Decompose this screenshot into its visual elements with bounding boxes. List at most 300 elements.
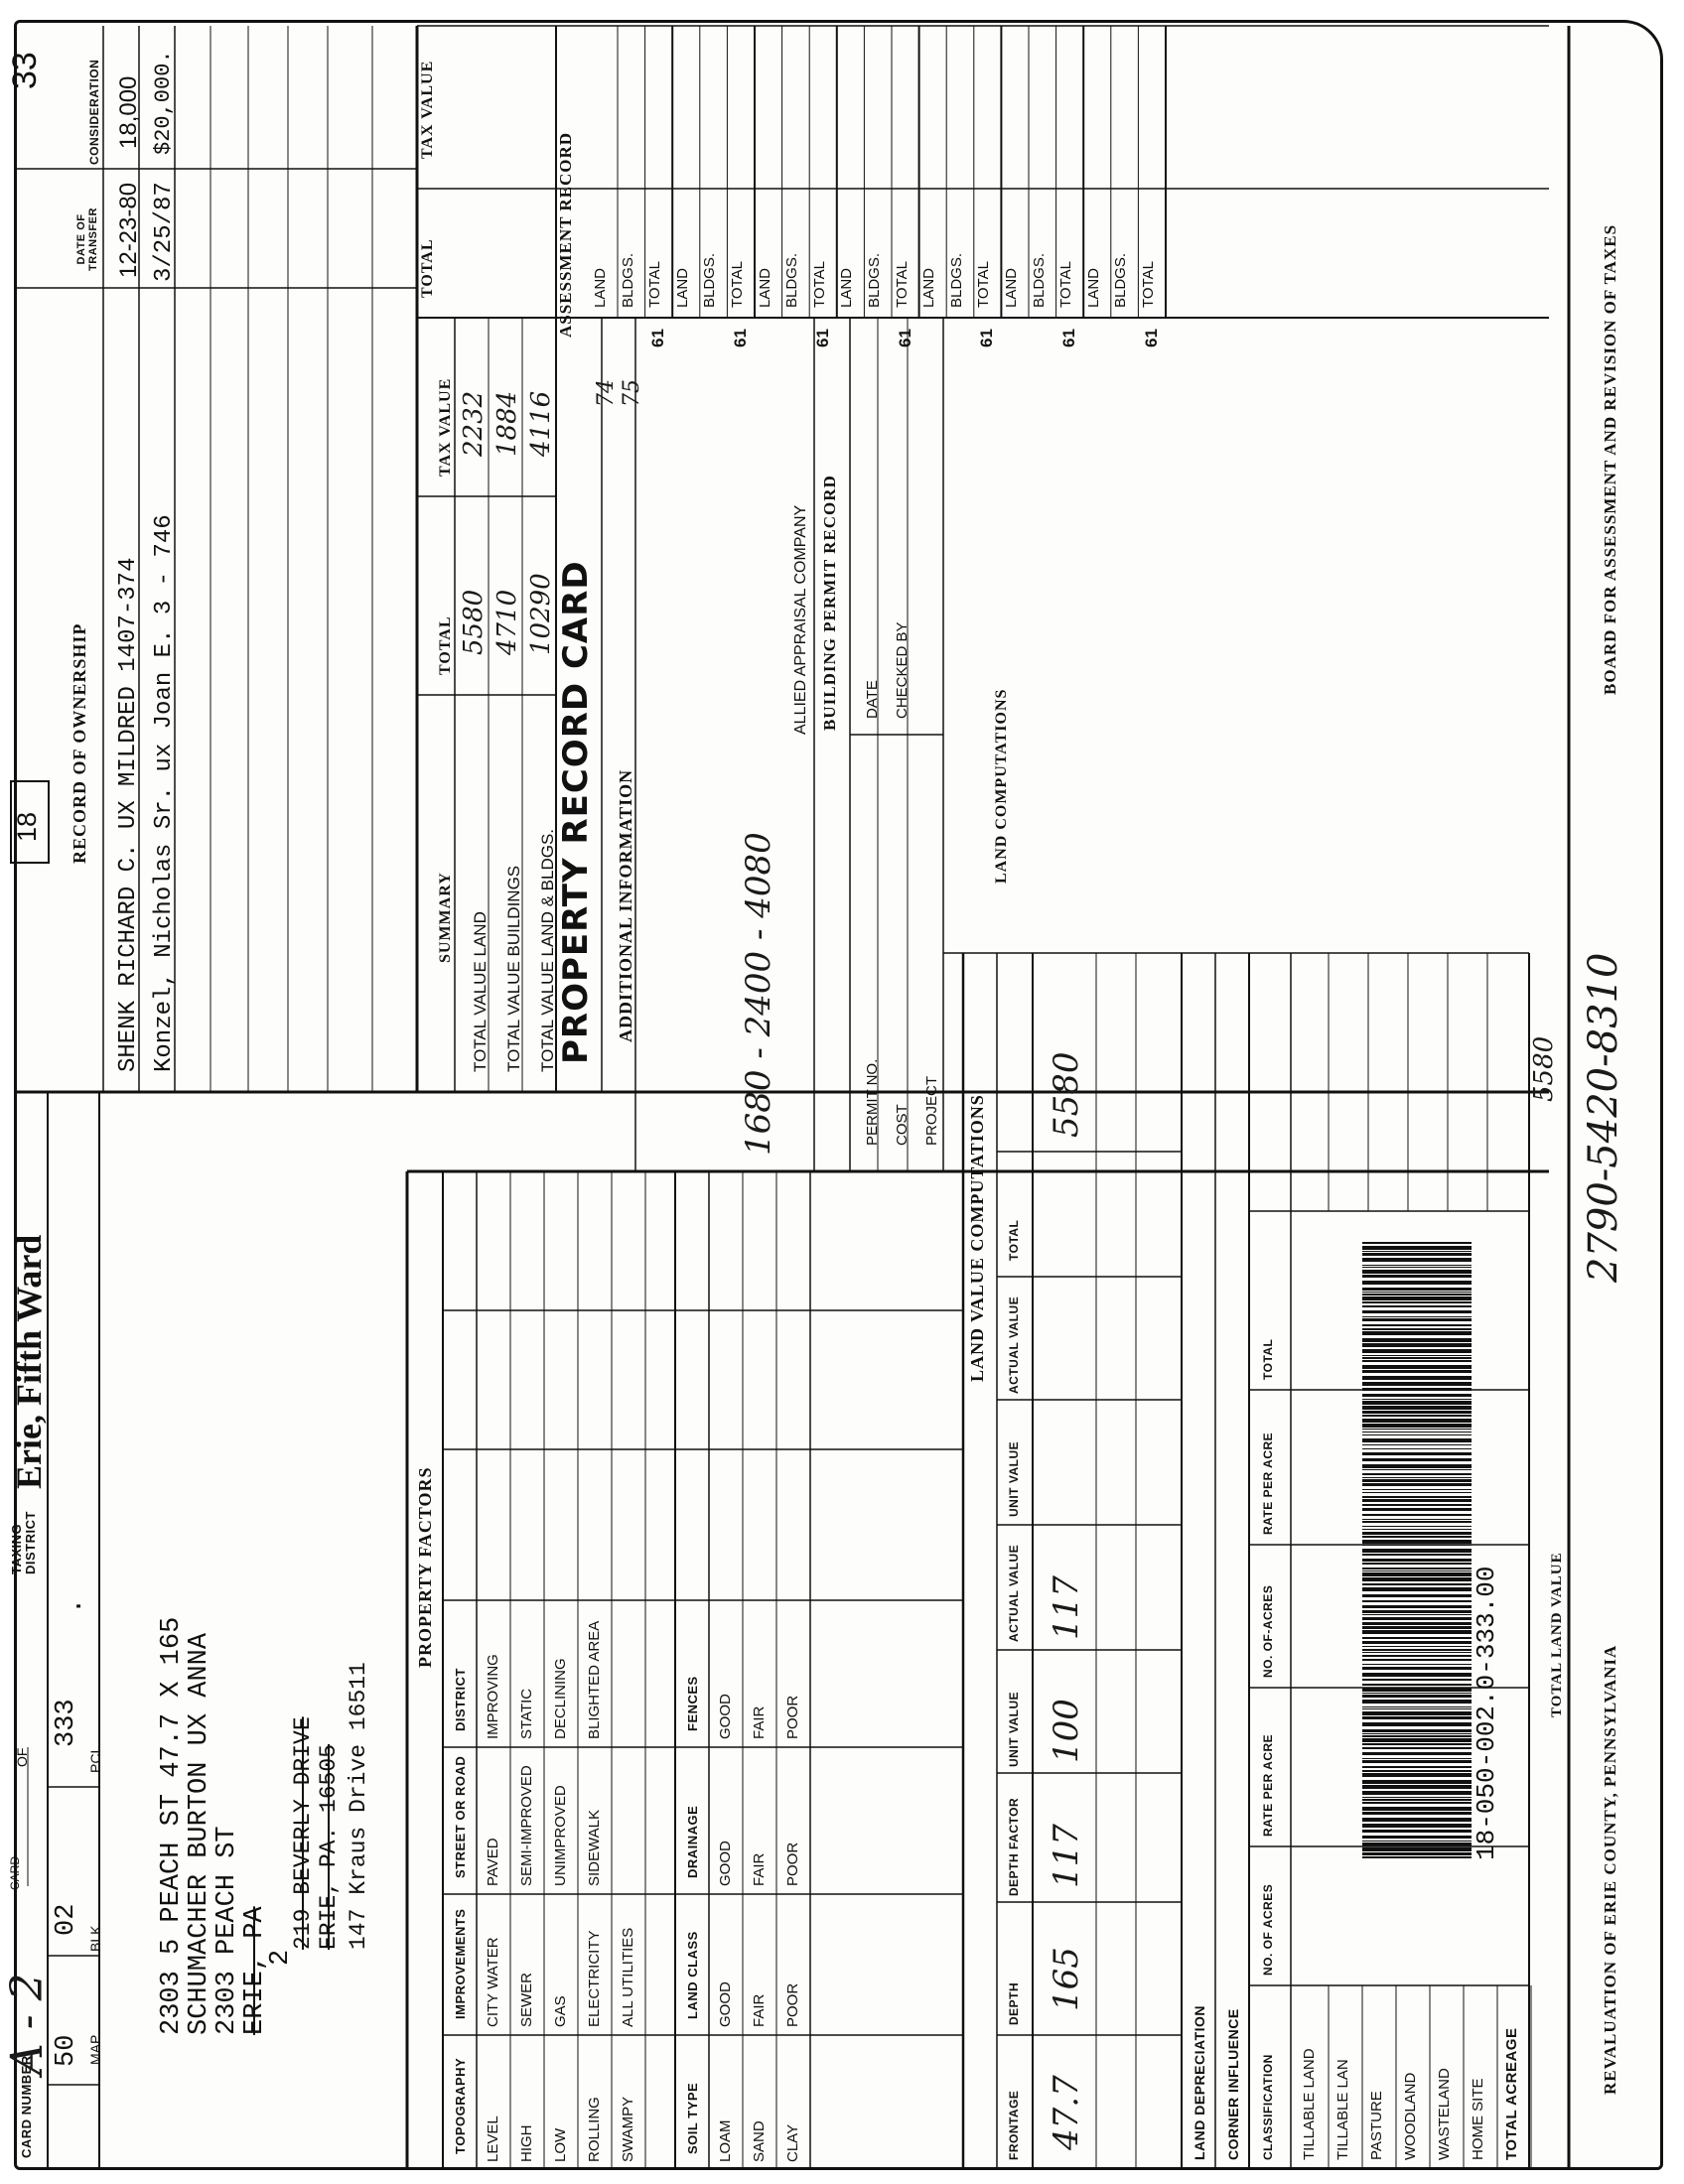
barcode-bar: [1362, 1747, 1472, 1749]
assessment-year-74: 74: [594, 379, 619, 407]
barcode-bar: [1362, 1458, 1472, 1461]
classification-item: PASTURE: [1368, 2091, 1385, 2160]
barcode-bar: [1362, 1587, 1472, 1591]
summary-land-label: TOTAL VALUE LAND: [471, 911, 490, 1072]
summary-total-label: TOTAL VALUE LAND & BLDGS.: [538, 828, 557, 1072]
barcode-bar: [1362, 1242, 1472, 1244]
total-land-value: 5580: [1529, 1035, 1559, 1102]
classification-item: TILLABLE LAN: [1334, 2059, 1351, 2160]
barcode-bar: [1362, 1614, 1472, 1615]
barcode-bar: [1362, 1688, 1472, 1692]
barcode-bar: [1362, 1540, 1472, 1544]
barcode-bar: [1362, 1246, 1472, 1250]
barcode-bar: [1362, 1324, 1472, 1326]
address-line-2: SCHUMACHER BURTON UX ANNA: [185, 1632, 214, 2035]
barcode-bar: [1362, 1258, 1472, 1262]
address-line-8: 147 Kraus Drive 16511: [346, 1662, 371, 1950]
parcel-id: 18-050-002.0-333.00: [1472, 1566, 1501, 1860]
factor-item: SAND: [751, 2120, 768, 2162]
barcode-bar: [1362, 1617, 1472, 1620]
barcode-bar: [1362, 1785, 1472, 1789]
barcode-bar: [1362, 1559, 1472, 1562]
barcode-bar: [1362, 1652, 1472, 1653]
summary-bldgs-total: 4710: [492, 589, 522, 655]
barcode-bar: [1362, 1496, 1472, 1498]
barcode-bar: [1362, 1797, 1472, 1798]
barcode-bar: [1362, 1477, 1472, 1478]
summary-total-header: TOTAL: [437, 615, 454, 675]
assessment-year-mark: 61: [1142, 329, 1161, 347]
assessment-total-header: TOTAL: [419, 238, 436, 298]
barcode-bar: [1362, 1758, 1472, 1759]
permit-cost-label: COST: [894, 1104, 911, 1146]
lv-frontage: 47.7: [1047, 2075, 1086, 2150]
acre-header: NO. OF ACRES: [1261, 1883, 1275, 1976]
taxing-district-value: Erie, Fifth Ward: [9, 1234, 49, 1489]
barcode-bar: [1362, 1766, 1472, 1768]
assessment-row-label: LAND: [673, 267, 691, 308]
assessment-row-label: BLDGS.: [1112, 252, 1130, 308]
barcode-bar: [1362, 1841, 1472, 1842]
land-value-header: UNIT VALUE: [1007, 1440, 1021, 1517]
summary-land-tax: 2232: [459, 390, 489, 457]
barcode-bar: [1362, 1508, 1472, 1511]
factor-item: LEVEL: [485, 2116, 501, 2162]
lv-depth: 165: [1047, 1947, 1086, 2011]
factor-item: ELECTRICITY: [586, 1930, 603, 2027]
barcode-bar: [1362, 1532, 1472, 1535]
barcode-bar: [1362, 1394, 1472, 1397]
card-number-label: CARD NUMBER: [19, 2055, 34, 2158]
barcode-bar: [1362, 1568, 1472, 1570]
factor-item: IMPROVING: [485, 1654, 501, 1739]
summary-tax-header: TAX VALUE: [437, 377, 454, 477]
barcode-bar: [1362, 1267, 1472, 1268]
assessment-row-label: LAND: [1084, 267, 1102, 308]
transfer-date-2: 3/25/87: [151, 182, 178, 282]
corner-influence-label: CORNER INFLUENCE: [1225, 2008, 1241, 2160]
assessment-row-label: TOTAL: [810, 261, 828, 308]
factor-item: FAIR: [751, 1852, 768, 1886]
barcode-bar: [1362, 1807, 1472, 1811]
map-value: 50: [52, 2034, 81, 2067]
factor-item: PAVED: [485, 1838, 501, 1886]
card-label: CARD: [8, 1855, 22, 1890]
factor-item: ROLLING: [586, 2097, 603, 2162]
barcode-bar: [1362, 1600, 1472, 1602]
barcode-bar: [1362, 1294, 1472, 1296]
acre-header: TOTAL: [1261, 1338, 1275, 1380]
barcode-bar: [1362, 1659, 1472, 1661]
barcode-bar: [1362, 1270, 1472, 1274]
barcode-bar: [1362, 1365, 1472, 1369]
barcode-bar: [1362, 1700, 1472, 1704]
ward-box-value: 18: [12, 811, 42, 842]
barcode-bar: [1362, 1684, 1472, 1686]
assessment-row-label: TOTAL: [893, 261, 911, 308]
barcode-bar: [1362, 1526, 1472, 1527]
assessment-row-label: BLDGS.: [783, 252, 801, 308]
footer-right: BOARD FOR ASSESSMENT AND REVISION OF TAXES: [1601, 223, 1619, 695]
barcode-bar: [1362, 1357, 1472, 1359]
barcode-bar: [1362, 1549, 1472, 1553]
factor-item: SIDEWALK: [586, 1810, 603, 1886]
classification-item: TILLABLE LAND: [1301, 2048, 1318, 2160]
barcode-bar: [1362, 1830, 1472, 1833]
barcode-bar: [1362, 1743, 1472, 1745]
acre-header: CLASSIFICATION: [1261, 2054, 1275, 2160]
map-label: MAP: [87, 2034, 103, 2065]
barcode-bar: [1362, 1664, 1472, 1665]
barcode-bar: [1362, 1649, 1472, 1651]
factor-item: GOOD: [717, 1981, 734, 2027]
address-line-4: ERIE, PA: [240, 1906, 270, 2035]
address-line-1: 2303 5 PEACH ST 47.7 X 165: [157, 1616, 187, 2035]
barcode-bar: [1362, 1265, 1472, 1266]
barcode-bar: [1362, 1706, 1472, 1707]
factor-item: CITY WATER: [485, 1937, 501, 2027]
footer-left: REVALUATION OF ERIE COUNTY, PENNSYLVANIA: [1601, 1644, 1619, 2095]
assessment-year-75: 75: [620, 379, 644, 407]
summary-grand-total: 10290: [526, 573, 556, 655]
barcode-bar: [1362, 1594, 1472, 1597]
barcode-bar: [1362, 1536, 1472, 1538]
barcode-bar: [1362, 1605, 1472, 1608]
barcode-bar: [1362, 1711, 1472, 1715]
barcode-bar: [1362, 1519, 1472, 1520]
barcode-bar: [1362, 1401, 1472, 1405]
appraisal-company: ALLIED APPRAISAL COMPANY: [792, 504, 809, 735]
barcode-bar: [1362, 1733, 1472, 1734]
assessment-row-label: LAND: [920, 267, 938, 308]
barcode-bar: [1362, 1448, 1472, 1449]
barcode-bar: [1362, 1473, 1472, 1475]
barcode-bar: [1362, 1318, 1472, 1321]
lv-unit-value: 100: [1047, 1699, 1086, 1763]
barcode-bar: [1362, 1802, 1472, 1804]
barcode-bar: [1362, 1770, 1472, 1772]
barcode-bar: [1362, 1253, 1472, 1256]
factors-title: PROPERTY FACTORS: [415, 1466, 435, 1668]
permit-date-label: DATE: [864, 680, 881, 719]
factor-item: CLAY: [784, 2123, 801, 2162]
barcode-bar: [1362, 1382, 1472, 1386]
assessment-row-label: TOTAL: [646, 261, 664, 308]
barcode-bar: [1362, 1504, 1472, 1506]
barcode-bar: [1362, 1483, 1472, 1486]
factor-item: SEWER: [518, 1972, 535, 2027]
factor-item: GAS: [552, 1995, 569, 2027]
barcode-bar: [1362, 1331, 1472, 1335]
barcode-bar: [1362, 1583, 1472, 1585]
barcode-bar: [1362, 1310, 1472, 1313]
factor-item: GOOD: [717, 1841, 734, 1886]
barcode-bar: [1362, 1722, 1472, 1726]
barcode-bar: [1362, 1370, 1472, 1373]
barcode-bar: [1362, 1679, 1472, 1681]
barcode-bar: [1362, 1637, 1472, 1639]
land-value-header: DEPTH: [1007, 1981, 1021, 2025]
factor-header: STREET OR ROAD: [453, 1755, 468, 1878]
address-line-6: 219 BEVERLY DRIVE: [290, 1716, 316, 1950]
assessment-year-mark: 61: [977, 329, 997, 347]
assessment-row-label: TOTAL: [729, 261, 746, 308]
barcode-bar: [1362, 1452, 1472, 1455]
assessment-row-label: BLDGS.: [619, 252, 636, 308]
additional-handwritten: 1680 - 2400 - 4080: [739, 832, 778, 1156]
factor-item: DECLINING: [552, 1658, 569, 1739]
assessment-row-label: BLDGS.: [866, 252, 883, 308]
barcode-bar: [1362, 1641, 1472, 1644]
blk-label: BLK.: [87, 1921, 103, 1952]
acre-header: RATE PER ACRE: [1261, 1432, 1275, 1535]
summary-title: SUMMARY: [437, 872, 454, 963]
factor-item: GOOD: [717, 1694, 734, 1739]
address-line-3: 2303 PEACH ST: [212, 1826, 242, 2035]
land-value-header: ACTUAL VALUE: [1007, 1296, 1021, 1394]
acre-header: NO. OF-ACRES: [1261, 1584, 1275, 1678]
factor-header: LAND CLASS: [685, 1931, 700, 2019]
barcode-bar: [1362, 1554, 1472, 1556]
factor-item: BLIGHTED AREA: [586, 1620, 603, 1739]
barcode-bar: [1362, 1281, 1472, 1285]
assessment-year-mark: 61: [648, 329, 668, 347]
factor-item: FAIR: [751, 1993, 768, 2027]
owner-row-2: Konzel, Nicholas Sr. ux Joan E. 3 - 746: [151, 514, 178, 1072]
barcode-bar: [1362, 1328, 1472, 1330]
factor-item: LOW: [552, 2127, 569, 2162]
permit-no-label: PERMIT NO.: [864, 1058, 881, 1146]
pcl-suffix: .: [60, 1597, 89, 1614]
barcode-bar: [1362, 1843, 1472, 1846]
barcode-bar: [1362, 1349, 1472, 1353]
summary-bldgs-tax: 1884: [492, 390, 522, 457]
barcode-bar: [1362, 1338, 1472, 1342]
barcode-bar: [1362, 1514, 1472, 1516]
barcode-bar: [1362, 1563, 1472, 1565]
additional-info-title: ADDITIONAL INFORMATION: [616, 768, 635, 1042]
of-label: OF: [14, 1747, 30, 1767]
factor-item: UNIMPROVED: [552, 1785, 569, 1886]
barcode-bar: [1362, 1791, 1472, 1795]
classification-item: TOTAL ACREAGE: [1503, 2027, 1520, 2160]
consideration-1: 18,000: [115, 75, 142, 149]
factor-header: TOPOGRAPHY: [453, 2057, 468, 2154]
assessment-row-label: BLDGS.: [701, 252, 719, 308]
barcode-bar: [1362, 1545, 1472, 1546]
permit-project-label: PROJECT: [923, 1075, 940, 1146]
footer-handwritten-id: 2790-5420-8310: [1581, 952, 1626, 1283]
lv-total: 5580: [1047, 1051, 1086, 1138]
address-line-5: 2: [266, 1949, 296, 1966]
total-land-value-label: TOTAL LAND VALUE: [1549, 1552, 1565, 1717]
assessment-year-mark: 61: [731, 329, 750, 347]
taxing-district-label: TAXING DISTRICT: [9, 1511, 38, 1574]
barcode-bar: [1362, 1693, 1472, 1694]
barcode-bar: [1362, 1655, 1472, 1657]
parcel-barcode: [1362, 1239, 1472, 1858]
barcode-bar: [1362, 1773, 1472, 1777]
date-of-transfer-header: DATE OF TRANSFER: [75, 207, 99, 271]
barcode-bar: [1362, 1708, 1472, 1709]
factor-header: DISTRICT: [453, 1668, 468, 1731]
page-number: 33: [6, 52, 44, 89]
barcode-bar: [1362, 1424, 1472, 1428]
consideration-2: $20,000.: [151, 50, 176, 155]
assessment-row-label: TOTAL: [1057, 261, 1075, 308]
assessment-title: ASSESSMENT RECORD: [556, 131, 575, 338]
barcode-bar: [1362, 1499, 1472, 1502]
classification-item: HOME SITE: [1470, 2078, 1486, 2160]
barcode-bar: [1362, 1411, 1472, 1414]
barcode-bar: [1362, 1735, 1472, 1737]
land-computations-title: LAND COMPUTATIONS: [993, 688, 1010, 884]
barcode-bar: [1362, 1429, 1472, 1430]
barcode-bar: [1362, 1780, 1472, 1784]
pcl-value: 333: [52, 1699, 81, 1747]
barcode-bar: [1362, 1288, 1472, 1291]
land-value-header: TOTAL: [1007, 1219, 1021, 1261]
barcode-bar: [1362, 1355, 1472, 1356]
land-value-title: LAND VALUE COMPUTATIONS: [967, 1094, 987, 1382]
barcode-bar: [1362, 1275, 1472, 1278]
factor-item: STATIC: [518, 1688, 535, 1739]
barcode-bar: [1362, 1489, 1472, 1490]
land-depreciation-label: LAND DEPRECIATION: [1192, 2004, 1207, 2160]
assessment-year-mark: 61: [895, 329, 914, 347]
barcode-bar: [1362, 1610, 1472, 1613]
assessment-year-mark: 61: [1059, 329, 1079, 347]
barcode-bar: [1362, 1415, 1472, 1417]
summary-land-total: 5580: [459, 589, 489, 655]
barcode-bar: [1362, 1738, 1472, 1742]
barcode-bar: [1362, 1376, 1472, 1380]
factor-item: POOR: [784, 1842, 801, 1886]
barcode-bar: [1362, 1630, 1472, 1634]
assessment-year-mark: 61: [812, 329, 832, 347]
barcode-bar: [1362, 1316, 1472, 1317]
barcode-bar: [1362, 1622, 1472, 1625]
barcode-bar: [1362, 1360, 1472, 1362]
barcode-bar: [1362, 1626, 1472, 1629]
barcode-bar: [1362, 1419, 1472, 1423]
factor-item: SEMI-IMPROVED: [518, 1765, 535, 1886]
barcode-bar: [1362, 1570, 1472, 1571]
barcode-bar: [1362, 1305, 1472, 1307]
barcode-bar: [1362, 1251, 1472, 1252]
land-value-header: DEPTH FACTOR: [1007, 1797, 1021, 1896]
barcode-bar: [1362, 1799, 1472, 1801]
classification-item: WASTELAND: [1436, 2068, 1453, 2160]
barcode-bar: [1362, 1464, 1472, 1468]
lv-actual-value: 117: [1047, 1575, 1086, 1640]
barcode-bar: [1362, 1836, 1472, 1839]
barcode-bar: [1362, 1521, 1472, 1523]
factor-item: HIGH: [518, 2124, 535, 2162]
assessment-row-label: BLDGS.: [1030, 252, 1048, 308]
factor-item: SWAMPY: [620, 2096, 636, 2162]
factor-item: POOR: [784, 1695, 801, 1739]
barcode-bar: [1362, 1752, 1472, 1755]
ownership-title: RECORD OF OWNERSHIP: [70, 622, 89, 864]
transfer-date-1: 12-23-80: [115, 182, 142, 278]
permit-title: BUILDING PERMIT RECORD: [820, 475, 839, 731]
barcode-bar: [1362, 1292, 1472, 1293]
assessment-row-label: LAND: [838, 267, 856, 308]
summary-grand-tax: 4116: [526, 390, 556, 457]
assessment-tax-header: TAX VALUE: [419, 60, 436, 159]
assessment-row-label: LAND: [592, 267, 609, 308]
barcode-bar: [1362, 1729, 1472, 1732]
assessment-row-label: BLDGS.: [947, 252, 965, 308]
card-number-value: A - 2: [2, 1973, 53, 2075]
barcode-bar: [1362, 1301, 1472, 1303]
barcode-bar: [1362, 1695, 1472, 1698]
barcode-bar: [1362, 1716, 1472, 1719]
barcode-bar: [1362, 1479, 1472, 1482]
barcode-bar: [1362, 1434, 1472, 1435]
barcode-bar: [1362, 1492, 1472, 1493]
assessment-row-label: TOTAL: [1140, 261, 1157, 308]
address-line-7: ERIE, PA. 16505: [316, 1743, 342, 1950]
factor-header: FENCES: [685, 1676, 700, 1731]
permit-checked-label: CHECKED BY: [894, 621, 911, 719]
classification-item: WOODLAND: [1402, 2072, 1419, 2160]
barcode-bar: [1362, 1399, 1472, 1400]
barcode-bar: [1362, 1673, 1472, 1677]
barcode-bar: [1362, 1572, 1472, 1576]
barcode-bar: [1362, 1852, 1472, 1855]
barcode-bar: [1362, 1818, 1472, 1822]
barcode-bar: [1362, 1297, 1472, 1300]
land-value-header: FRONTAGE: [1007, 2090, 1021, 2160]
factor-header: SOIL TYPE: [685, 2082, 700, 2154]
factor-item: FAIR: [751, 1706, 768, 1739]
barcode-bar: [1362, 1469, 1472, 1470]
consideration-header: CONSIDERATION: [87, 59, 101, 165]
barcode-bar: [1362, 1812, 1472, 1815]
barcode-bar: [1362, 1856, 1472, 1858]
barcode-bar: [1362, 1438, 1472, 1442]
barcode-bar: [1362, 1646, 1472, 1647]
barcode-bar: [1362, 1667, 1472, 1670]
factor-item: LOAM: [717, 2119, 734, 2162]
barcode-bar: [1362, 1343, 1472, 1347]
land-value-header: ACTUAL VALUE: [1007, 1544, 1021, 1642]
blk-value: 02: [52, 1903, 81, 1936]
barcode-bar: [1362, 1760, 1472, 1763]
factor-item: ALL UTILITIES: [620, 1927, 636, 2027]
assessment-row-label: TOTAL: [975, 261, 993, 308]
assessment-row-label: LAND: [1003, 267, 1020, 308]
barcode-bar: [1362, 1824, 1472, 1828]
barcode-bar: [1362, 1847, 1472, 1851]
summary-bldgs-label: TOTAL VALUE BUILDINGS: [504, 865, 523, 1072]
barcode-bar: [1362, 1406, 1472, 1410]
acre-header: RATE PER ACRE: [1261, 1733, 1275, 1837]
lv-depth-factor: 117: [1047, 1824, 1086, 1888]
pcl-label: PCL.: [87, 1741, 103, 1773]
land-value-header: UNIT VALUE: [1007, 1691, 1021, 1767]
card-title: PROPERTY RECORD CARD: [556, 560, 596, 1064]
factor-header: DRAINAGE: [685, 1805, 700, 1878]
barcode-bar: [1362, 1444, 1472, 1445]
barcode-bar: [1362, 1577, 1472, 1581]
assessment-row-label: LAND: [756, 267, 773, 308]
factor-item: POOR: [784, 1982, 801, 2027]
factor-header: IMPROVEMENTS: [453, 1908, 468, 2019]
owner-row-1: SHENK RICHARD C. UX MILDRED 1407-374: [115, 557, 142, 1072]
